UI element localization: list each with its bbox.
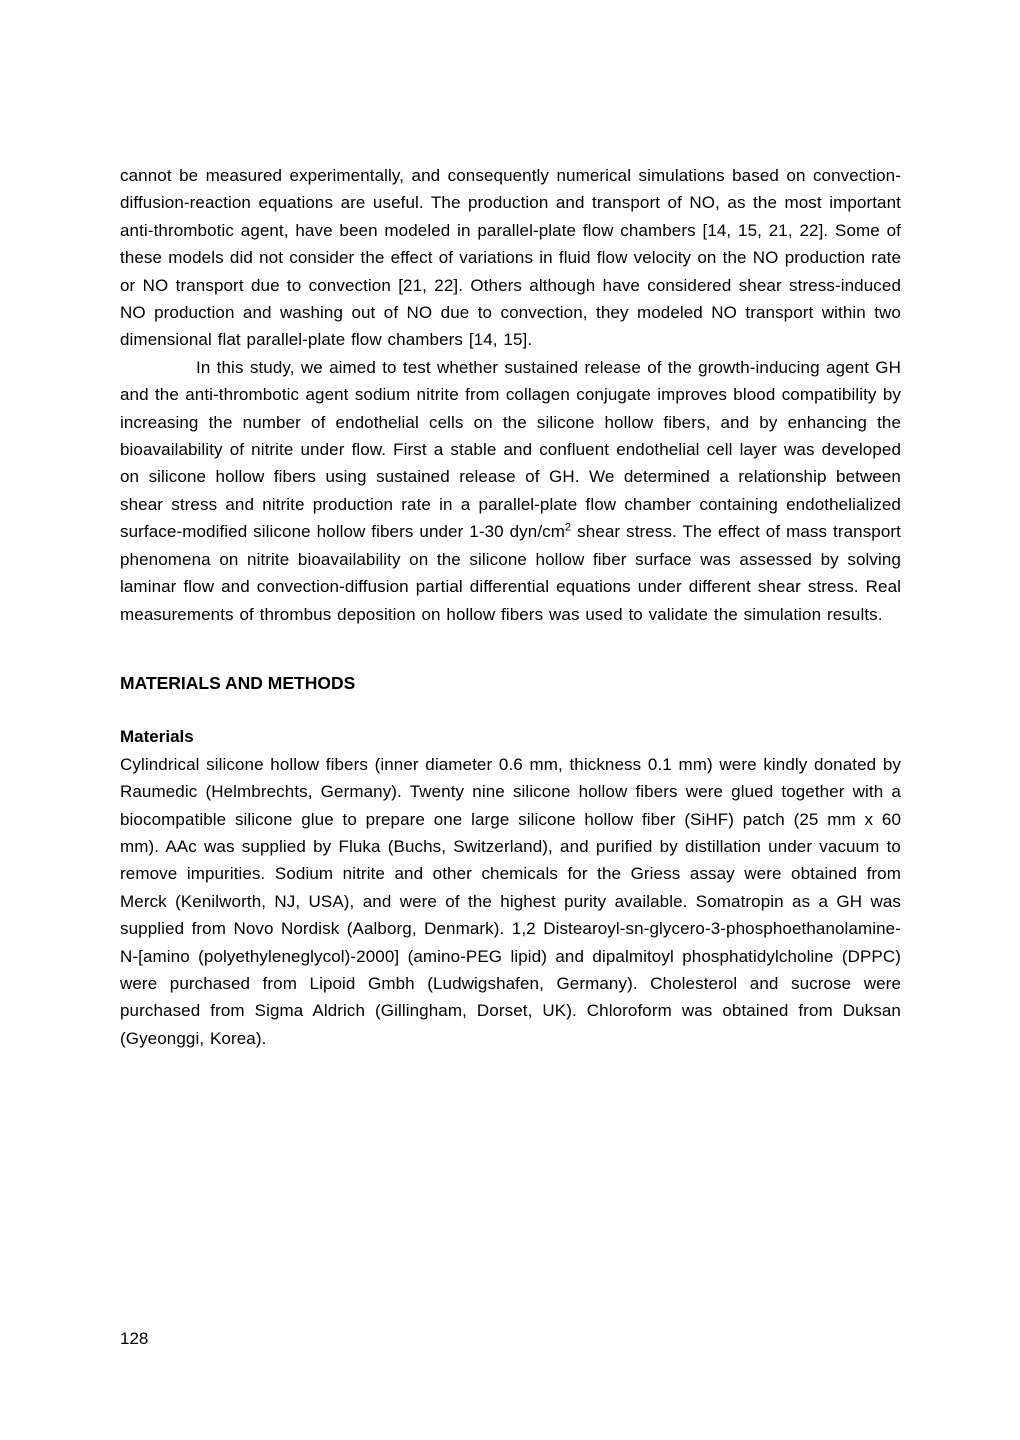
paragraph-materials: Cylindrical silicone hollow fibers (inner diameter 0.6 mm, thickness 0.1 mm) were kindly donated by Raumedic (Helmbrechts, Germany). Twenty nine silicone hollow fibers were glued together with a biocompatible silicone glue to prepare one large silicone hollow fiber (SiHF) patch (25 mm x 60 mm). AAc was supplied by Fluka (Buchs, Switzerland), and purified by distillation under vacuum to remove impurities. Sodium nitrite and other chemicals for the Griess assay were obtained from Merck (Kenilworth, NJ, USA), and were of the highest purity available. Somatropin as a GH was supplied from Novo Nordisk (Aalborg, Denmark). 1,2 Distearoyl-sn-glycero-3-phosphoethanolamine-N-[amino (polyethyleneglycol)-2000] (amino-PEG lipid) and dipalmitoyl phosphatidylcholine (DPPC) were purchased from Lipoid Gmbh (Ludwigshafen, Germany). Cholesterol and sucrose were purchased from Sigma Aldrich (Gillingham, Dorset, UK). Chloroform was obtained from Duksan (Gyeonggi, Korea). <box>120 754 901 1048</box>
page-number: 128 <box>120 1329 149 1348</box>
superscript-2: 2 <box>565 521 572 534</box>
section-heading-materials-and-methods: MATERIALS AND METHODS <box>120 672 356 693</box>
paragraph-study-aim-text: In this study, we aimed to test whether sustained release of the growth-inducing agent GH and the anti-thrombotic agent sodium nitrite from collagen conjugate improves blood compatibility by increasing the number of endothelial cells on the silicone hollow fibers, and by enhancing the bioavailability of nitrite under flow. First a stable and confluent endothelial cell layer was developed on silicone hollow fibers using sustained release of GH. We determined a relationship between shear stress and nitrite production rate in a parallel-plate flow chamber containing endothelialized surface-modified silicone hollow fibers under 1-30 dyn/cm <box>120 357 901 542</box>
sub-heading-materials: Materials <box>120 727 194 747</box>
paragraph-study-aim-text-cont: shear stress. The effect of mass transport phenomena on nitrite bioavailability on the silicone hollow fiber surface was assessed by solving laminar flow and convection-diffusion partial differential equations under different shear stress. Real measurements of thrombus deposition on hollow fibers was used to validate the simulation results. <box>120 522 901 624</box>
paragraph-study-aim <box>120 354 901 628</box>
paragraph-no-modeling: cannot be measured experimentally, and consequently numerical simulations based on convection-diffusion-reaction equations are useful. The production and transport of NO, as the most important anti-thrombotic agent, have been modeled in parallel-plate flow chambers [14, 15, 21, 22]. Some of these models did not consider the effect of variations in fluid flow velocity on the NO production rate or NO transport due to convection [21, 22]. Others although have considered shear stress-induced NO production and washing out of NO due to convection, they modeled NO transport within two dimensional flat parallel-plate flow chambers [14, 15]. <box>120 166 901 350</box>
